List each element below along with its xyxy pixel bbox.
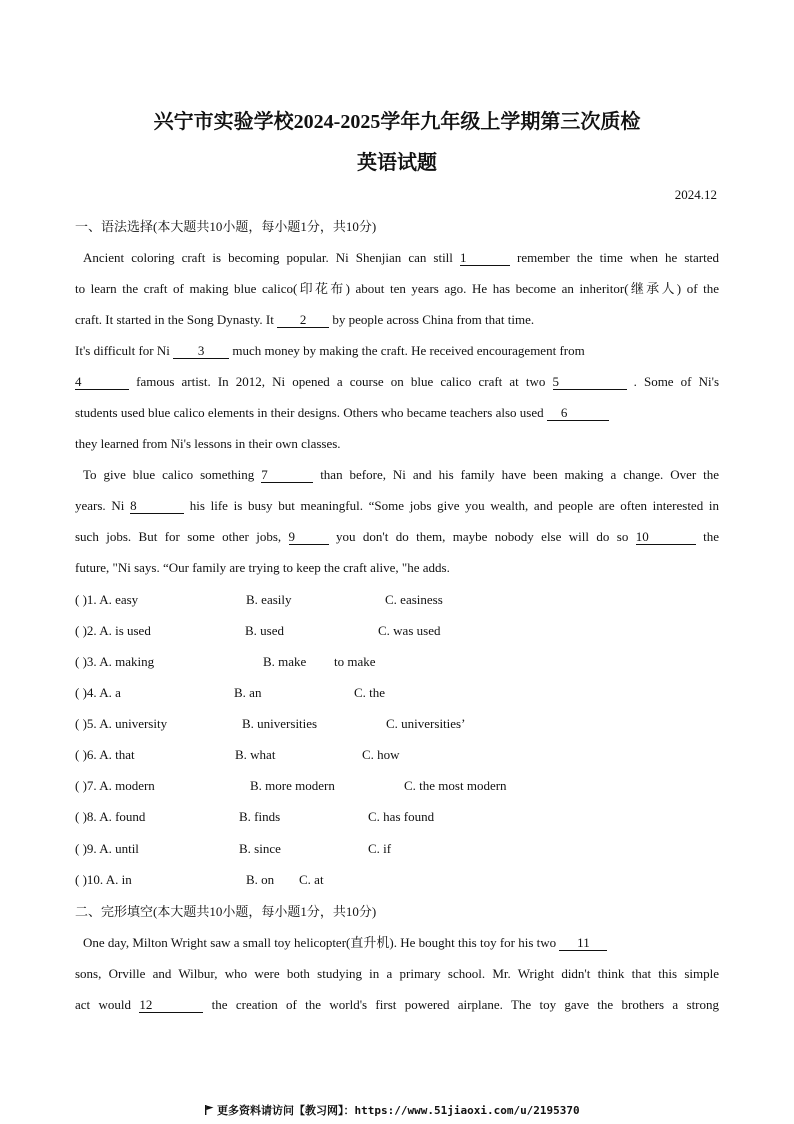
section2-heading: 二、完形填空(本大题共10小题，每小题1分，共10分): [75, 904, 377, 919]
exam-subtitle: 英语试题: [357, 152, 437, 174]
flag-icon: [205, 1105, 214, 1115]
blank-8: 8: [130, 499, 184, 514]
passage1-line: craft. It started in the Song Dynasty. It 2 by people across China from that time.: [75, 312, 535, 327]
blank-6: 6: [547, 406, 609, 421]
exam-page: 兴宁市实验学校2024-2025学年九年级上学期第三次质检 英语试题 2024.12 一、语法选择(本大题共10小题，每小题1分，共10分) Ancient coloring craft is becoming popular. Ni Shenjian can still 1 remember the time when he started to learn the craft of making blue calico(印花布) about ten years ago. He has become an inheritor(继承人) of the craft. It started in the Song Dynasty. It 2 by people across China from that time. It's difficult for Ni 3 much money by making the craft. He received encouragement from 4 famous artist. In 2012, Ni opened a course on blue calico craft at two 5 . Some of Ni's students used blue calico elements in their designs. Others who became teachers also used 6 they learned from Ni's lessons in their own classes. To give blue calico something 7 than before, Ni and his family have been making a change. Over the years. Ni 8 his life is busy but meaningful. “Some jobs give you wealth, and people are often interested in such jobs. But for some other jobs, 9 you don't do them, maybe nobody else will do so 10 the future, "Ni says. “Our family are trying to keep the craft alive, "he adds. ( )1. A. easy B. easily C. easiness ( )2. A. is used B. used C. was used ( )3. A. making B. make to make ( )4. A. a B. an C. the ( )5. A. university B. universities C. universities’ ( )6. A. that B. what C. how ( )7. A. modern B. more modern C. the most modern ( )8. A. found B. finds C. has found ( )9. A. until B. since C. if ( )10. A. in B. on C. at 二、完形填空(本大题共10小题，每小题1分，共10分) One day, Milton Wright saw a small toy helicopter(直升机). He bought this toy for his two 11 sons, Orville and Wilbur, who were both studying in a primary school. Mr. Wright didn't think that this simple act would 12 the creation of the world's first powered airplane. The toy gave the brothers a strong 更多资料请访问【教习网】：https://www.51jiaoxi.com/u/2195370: [0, 0, 794, 1124]
blank-2: 2: [277, 313, 329, 328]
passage1-line: to learn the craft of making blue calico(印花布) about ten years ago. He has become an inheritor(继承人) of the: [75, 281, 719, 296]
exam-title: 兴宁市实验学校2024-2025学年九年级上学期第三次质检: [153, 111, 641, 133]
blank-3: 3: [173, 344, 229, 359]
passage3-line: years. Ni 8 his life is busy but meaningful. “Some jobs give you wealth, and people are often interested in: [75, 498, 719, 513]
passage3-line: To give blue calico something 7 than before, Ni and his family have been making a change. Over the: [83, 467, 720, 482]
passage2-line: 4 famous artist. In 2012, Ni opened a course on blue calico craft at two 5 . Some of Ni's: [75, 374, 720, 389]
blank-7: 7: [261, 468, 313, 483]
passage4-line: sons, Orville and Wilbur, who were both studying in a primary school. Mr. Wright didn't think that this simple: [75, 966, 719, 981]
passage4-line: One day, Milton Wright saw a small toy helicopter(直升机). He bought this toy for his two 11: [75, 934, 719, 952]
blank-5: 5: [553, 375, 627, 390]
blank-11: 11: [559, 936, 607, 951]
passage1-line: Ancient coloring craft is becoming popular. Ni Shenjian can still 1 remember the time when he started: [83, 250, 719, 265]
passage2-line: It's difficult for Ni 3 much money by making the craft. He received encouragement from: [75, 343, 585, 358]
footer-link[interactable]: 更多资料请访问【教习网】：https://www.51jiaoxi.com/u/2195370: [205, 1102, 580, 1118]
passage2-line: students used blue calico elements in their designs. Others who became teachers also used 6: [75, 404, 719, 422]
passage3-line: future, "Ni says. “Our family are trying to keep the craft alive, "he adds.: [75, 560, 450, 575]
blank-9: 9: [289, 530, 329, 545]
passage3-line: such jobs. But for some other jobs, 9 you don't do them, maybe nobody else will do so 10 the: [75, 529, 720, 544]
blank-4: 4: [75, 375, 129, 390]
blank-12: 12: [139, 998, 203, 1013]
blank-10: 10: [636, 530, 696, 545]
passage4-line: act would 12 the creation of the world's first powered airplane. The toy gave the brothers a strong: [75, 997, 720, 1012]
exam-date: 2024.12: [674, 187, 717, 202]
passage2-line: they learned from Ni's lessons in their own classes.: [75, 436, 341, 451]
section1-heading: 一、语法选择(本大题共10小题，每小题1分，共10分): [75, 219, 377, 234]
blank-1: 1: [460, 251, 510, 266]
